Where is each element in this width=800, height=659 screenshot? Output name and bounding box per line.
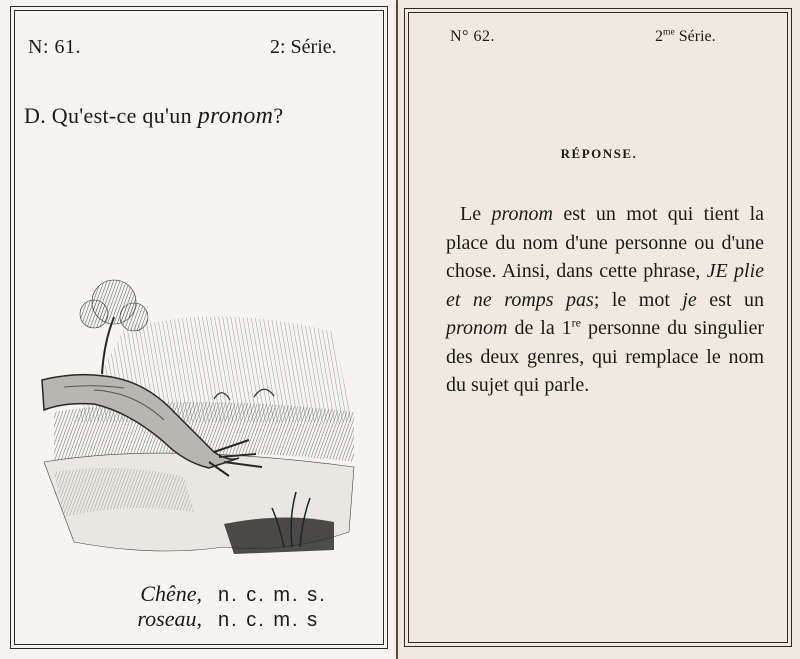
foreground-shadow	[224, 517, 334, 554]
species-abbreviation: n. c. m. s	[218, 609, 320, 631]
species-name: roseau,	[137, 606, 202, 631]
species-abbreviation: n. c. m. s.	[218, 584, 327, 606]
question-prefix: D. Qu'est-ce qu'un	[24, 103, 192, 128]
series-label: $2^{me}$ Série.	[655, 26, 716, 45]
species-name: Chêne,	[140, 581, 202, 606]
question-keyword: pronom	[197, 103, 274, 129]
answer-heading: RÉPONSE.	[560, 146, 638, 161]
species-line-oak	[84, 581, 327, 607]
species-line-reed	[84, 606, 319, 632]
series-label: 2: Série.	[270, 36, 337, 58]
question-mark: ?	[273, 103, 284, 128]
card-number: N° 62.	[450, 28, 495, 45]
question-card	[0, 0, 396, 659]
card-number: N: 61.	[28, 36, 81, 58]
question-text	[24, 103, 283, 130]
answer-card	[398, 0, 800, 659]
oak-and-reed-illustration	[34, 262, 360, 560]
answer-text: Le pronom est un mot qui tient la place du nom d'une personne ou d'une chose. Ainsi, dans cette phrase, JE plie et ne romps pas; le mot je est un pronom de la 1re personne du singulier des deux genres, qui remplace le nom du sujet qui parle.	[446, 203, 765, 396]
